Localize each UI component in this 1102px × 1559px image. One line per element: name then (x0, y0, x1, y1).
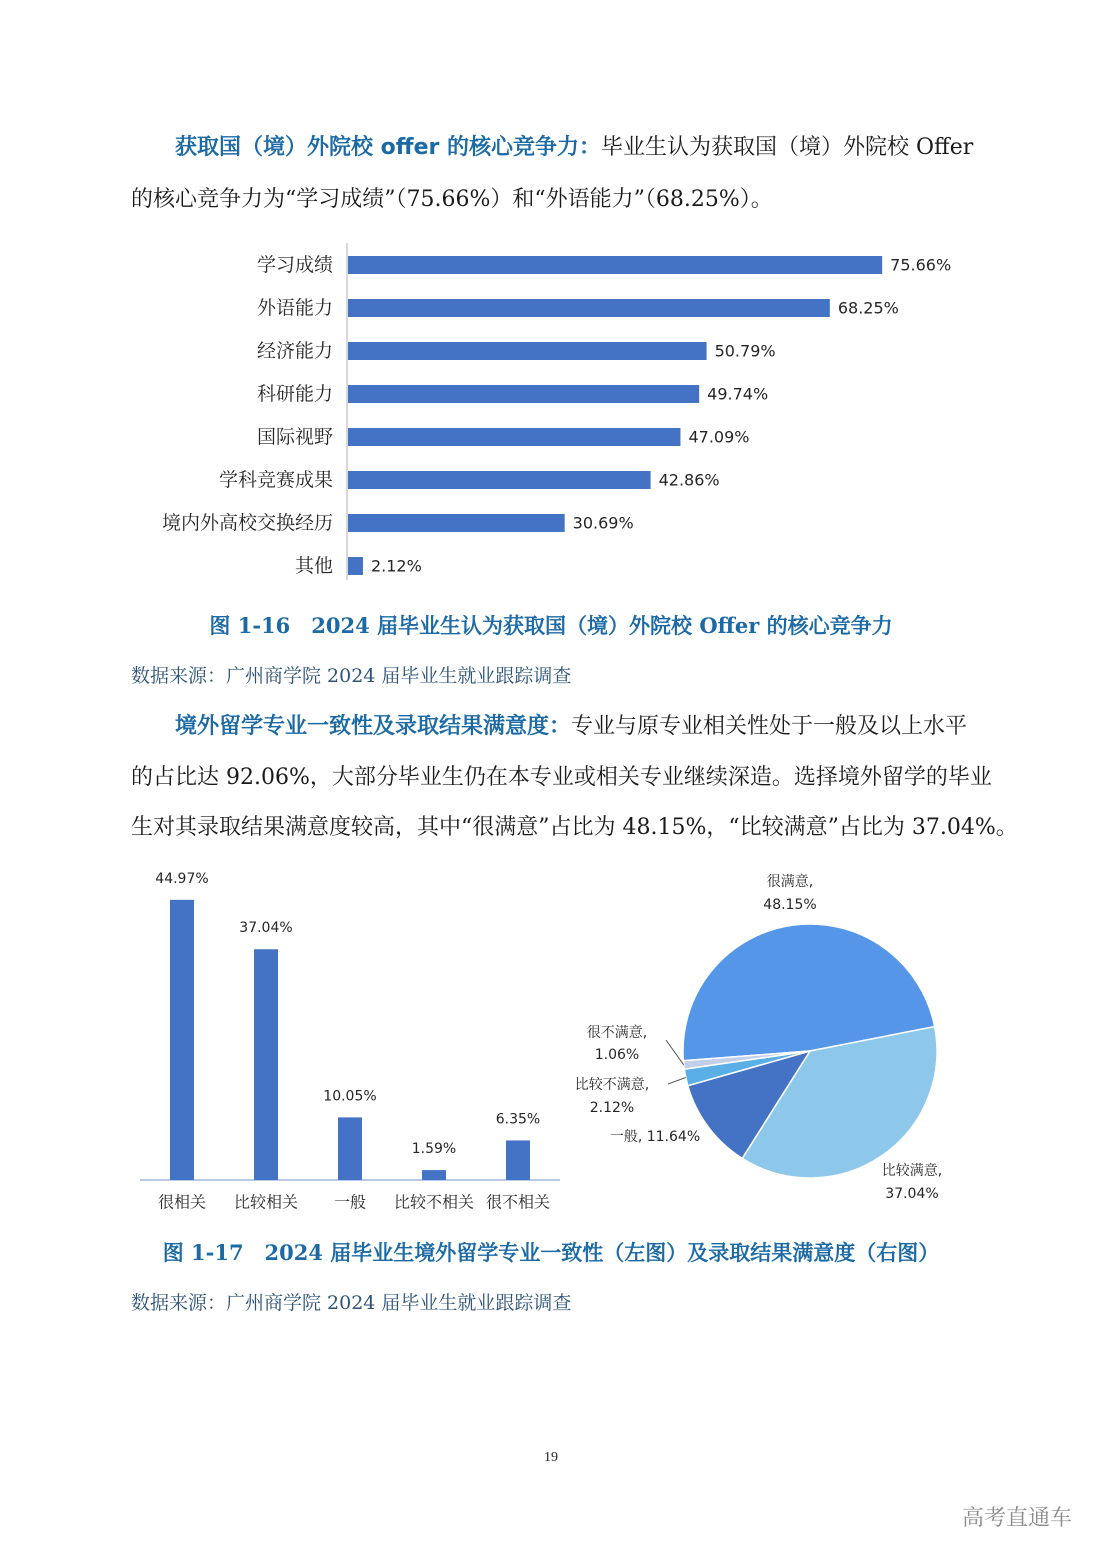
data-label-3: 10.05% (323, 1088, 377, 1105)
paragraph-2-line-3: 生对其录取结果满意度较高，其中“很满意”占比为 48.15%，“比较满意”占比为 37.04%。 (131, 815, 1018, 840)
pie-label-name-5: 很不满意, (586, 1025, 648, 1041)
paragraph-1-text: 毕业生认为获取国（境）外院校 Offer (601, 135, 974, 160)
category-label-8: 其他 (294, 555, 333, 577)
bar-3 (348, 342, 707, 360)
bar-4 (422, 1170, 446, 1180)
bar-5 (506, 1140, 530, 1180)
paragraph-2-text: 专业与原专业相关性处于一般及以上水平 (571, 714, 968, 739)
figure-1-16-caption: 图 1-16 2024 届毕业生认为获取国（境）外院校 Offer 的核心竞争力 (209, 613, 893, 638)
bar-2 (348, 299, 830, 317)
data-label-7: 30.69% (572, 513, 634, 533)
figure-1-16-source: 数据来源：广州商学院 2024 届毕业生就业跟踪调查 (131, 665, 572, 687)
pie-label-3: 一般, 11.64% (609, 1129, 701, 1145)
data-label-8: 2.12% (370, 556, 422, 576)
paragraph-2-line-1 (175, 712, 967, 742)
figure-1-17-source: 数据来源：广州商学院 2024 届毕业生就业跟踪调查 (131, 1292, 572, 1314)
pie-label-value-1: 48.15% (763, 897, 817, 913)
data-label-3: 50.79% (714, 341, 776, 361)
bar-1 (170, 900, 194, 1180)
category-label-5: 国际视野 (256, 426, 333, 448)
figure-1-17-bar-chart (130, 860, 562, 1220)
category-label-2: 比较相关 (233, 1192, 299, 1212)
bar-2 (254, 949, 278, 1180)
paragraph-1-line-2: 的核心竞争力为“学习成绩”（75.66%）和“外语能力”（68.25%）。 (131, 187, 773, 212)
data-label-6: 42.86% (658, 470, 720, 490)
category-label-6: 学科竞赛成果 (218, 469, 333, 491)
watermark-text: 高考直通车 (962, 1506, 1073, 1531)
data-label-2: 37.04% (239, 920, 293, 937)
bar-3 (338, 1117, 362, 1180)
figure-1-17-caption: 图 1-17 2024 届毕业生境外留学专业一致性（左图）及录取结果满意度（右图） (162, 1240, 940, 1265)
bar-5 (348, 428, 680, 446)
pie-label-value-4: 2.12% (589, 1100, 635, 1116)
paragraph-1-line-1 (175, 133, 973, 163)
category-label-7: 境内外高校交换经历 (161, 512, 333, 534)
paragraph-2-heading: 境外留学专业一致性及录取结果满意度： (175, 714, 572, 739)
figure-1-16-bar-chart (140, 238, 970, 588)
pie-label-name-2: 比较满意, (881, 1163, 943, 1179)
category-label-3: 一般 (333, 1192, 367, 1212)
category-label-1: 很相关 (157, 1192, 207, 1212)
figure-1-17-pie-chart (560, 860, 980, 1210)
data-label-1: 75.66% (890, 255, 952, 275)
data-label-5: 6.35% (495, 1111, 541, 1128)
category-label-5: 很不相关 (485, 1192, 551, 1212)
pie-leader-line-5 (666, 1040, 684, 1065)
category-label-3: 经济能力 (256, 340, 333, 362)
data-label-5: 47.09% (688, 427, 750, 447)
data-label-2: 68.25% (837, 298, 899, 318)
paragraph-2-line-2: 的占比达 92.06%，大部分毕业生仍在本专业或相关专业继续深造。选择境外留学的毕业 (131, 765, 992, 790)
data-label-1: 44.97% (155, 870, 209, 887)
bar-4 (348, 385, 699, 403)
bar-6 (348, 471, 651, 489)
bar-1 (348, 256, 882, 274)
category-label-4: 比较不相关 (393, 1192, 475, 1212)
bar-7 (348, 514, 565, 532)
paragraph-1-heading: 获取国（境）外院校 offer 的核心竞争力： (175, 135, 602, 160)
page-number: 19 (544, 1450, 558, 1465)
data-label-4: 49.74% (707, 384, 769, 404)
category-label-4: 科研能力 (256, 383, 333, 405)
category-label-2: 外语能力 (256, 297, 333, 319)
pie-label-value-2: 37.04% (885, 1186, 939, 1202)
pie-label-name-4: 比较不满意, (574, 1077, 650, 1093)
pie-label-name-1: 很满意, (766, 874, 814, 890)
bar-8 (348, 557, 363, 575)
pie-leader-line-4 (668, 1077, 686, 1084)
data-label-4: 1.59% (411, 1141, 457, 1158)
category-label-1: 学习成绩 (256, 254, 333, 276)
pie-label-value-5: 1.06% (594, 1047, 640, 1063)
